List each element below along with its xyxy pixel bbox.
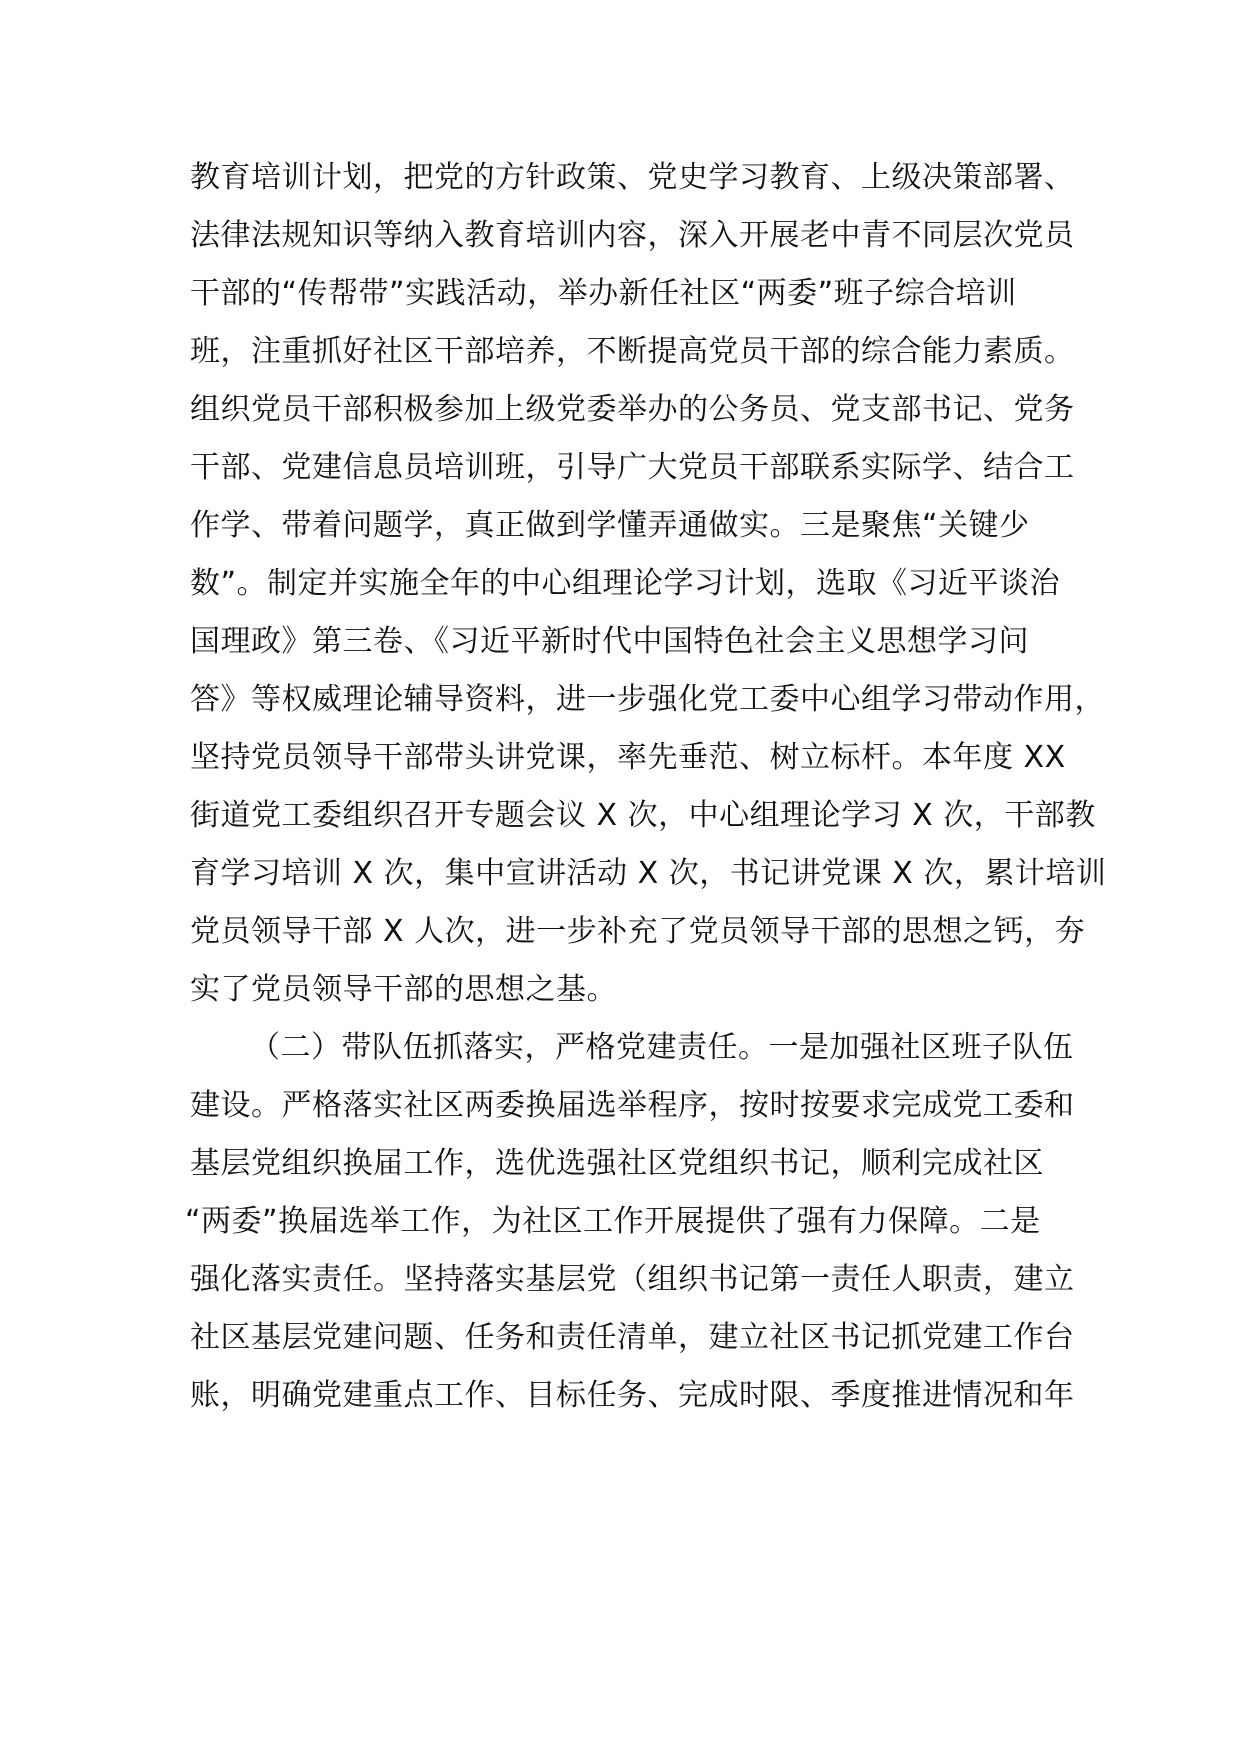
text-line: 账，明确党建重点工作、目标任务、完成时限、季度推进情况和年	[190, 1378, 1075, 1413]
text-line: 建设。严格落实社区两委换届选举程序，按时按要求完成党工委和	[190, 1088, 1075, 1123]
text-line: 法律法规知识等纳入教育培训内容，深入开展老中青不同层次党员	[190, 218, 1075, 253]
text-line: “两委”换届选举工作，为社区工作开展提供了强有力保障。二是	[185, 1204, 1041, 1239]
text-line: 实了党员领导干部的思想之基。	[190, 972, 617, 1007]
text-line: 坚持党员领导干部带头讲党课，率先垂范、树立标杆。本年度 XX	[190, 740, 1066, 775]
paragraph-first-line: （二）带队伍抓落实，严格党建责任。一是加强社区班子队伍	[250, 1030, 1074, 1065]
text-line: 育学习培训 X 次，集中宣讲活动 X 次，书记讲党课 X 次，累计培训	[190, 856, 1107, 891]
text-line: 数”。制定并实施全年的中心组理论学习计划，选取《习近平谈治	[190, 566, 1061, 601]
text-line: 基层党组织换届工作，选优选强社区党组织书记，顺利完成社区	[190, 1146, 1044, 1181]
text-line: 教育培训计划，把党的方针政策、党史学习教育、上级决策部署、	[190, 160, 1075, 195]
text-line: 作学、带着问题学，真正做到学懂弄通做实。三是聚焦“关键少	[190, 508, 1030, 543]
text-line: 党员领导干部 X 人次，进一步补充了党员领导干部的思想之钙，夯	[190, 914, 1086, 949]
text-line: 组织党员干部积极参加上级党委举办的公务员、党支部书记、党务	[190, 392, 1075, 427]
text-line: 答》等权威理论辅导资料，进一步强化党工委中心组学习带动作用，	[190, 682, 1105, 717]
text-line: 街道党工委组织召开专题会议 X 次，中心组理论学习 X 次，干部教	[190, 798, 1096, 833]
text-line: 干部的“传帮带”实践活动，举办新任社区“两委”班子综合培训	[190, 276, 1017, 311]
text-line: 干部、党建信息员培训班，引导广大党员干部联系实际学、结合工	[190, 450, 1075, 485]
text-line: 班，注重抓好社区干部培养，不断提高党员干部的综合能力素质。	[190, 334, 1075, 369]
text-line: 强化落实责任。坚持落实基层党（组织书记第一责任人职责，建立	[190, 1262, 1075, 1297]
text-line: 社区基层党建问题、任务和责任清单，建立社区书记抓党建工作台	[190, 1320, 1075, 1355]
text-line: 国理政》第三卷、《习近平新时代中国特色社会主义思想学习问	[190, 624, 1029, 659]
